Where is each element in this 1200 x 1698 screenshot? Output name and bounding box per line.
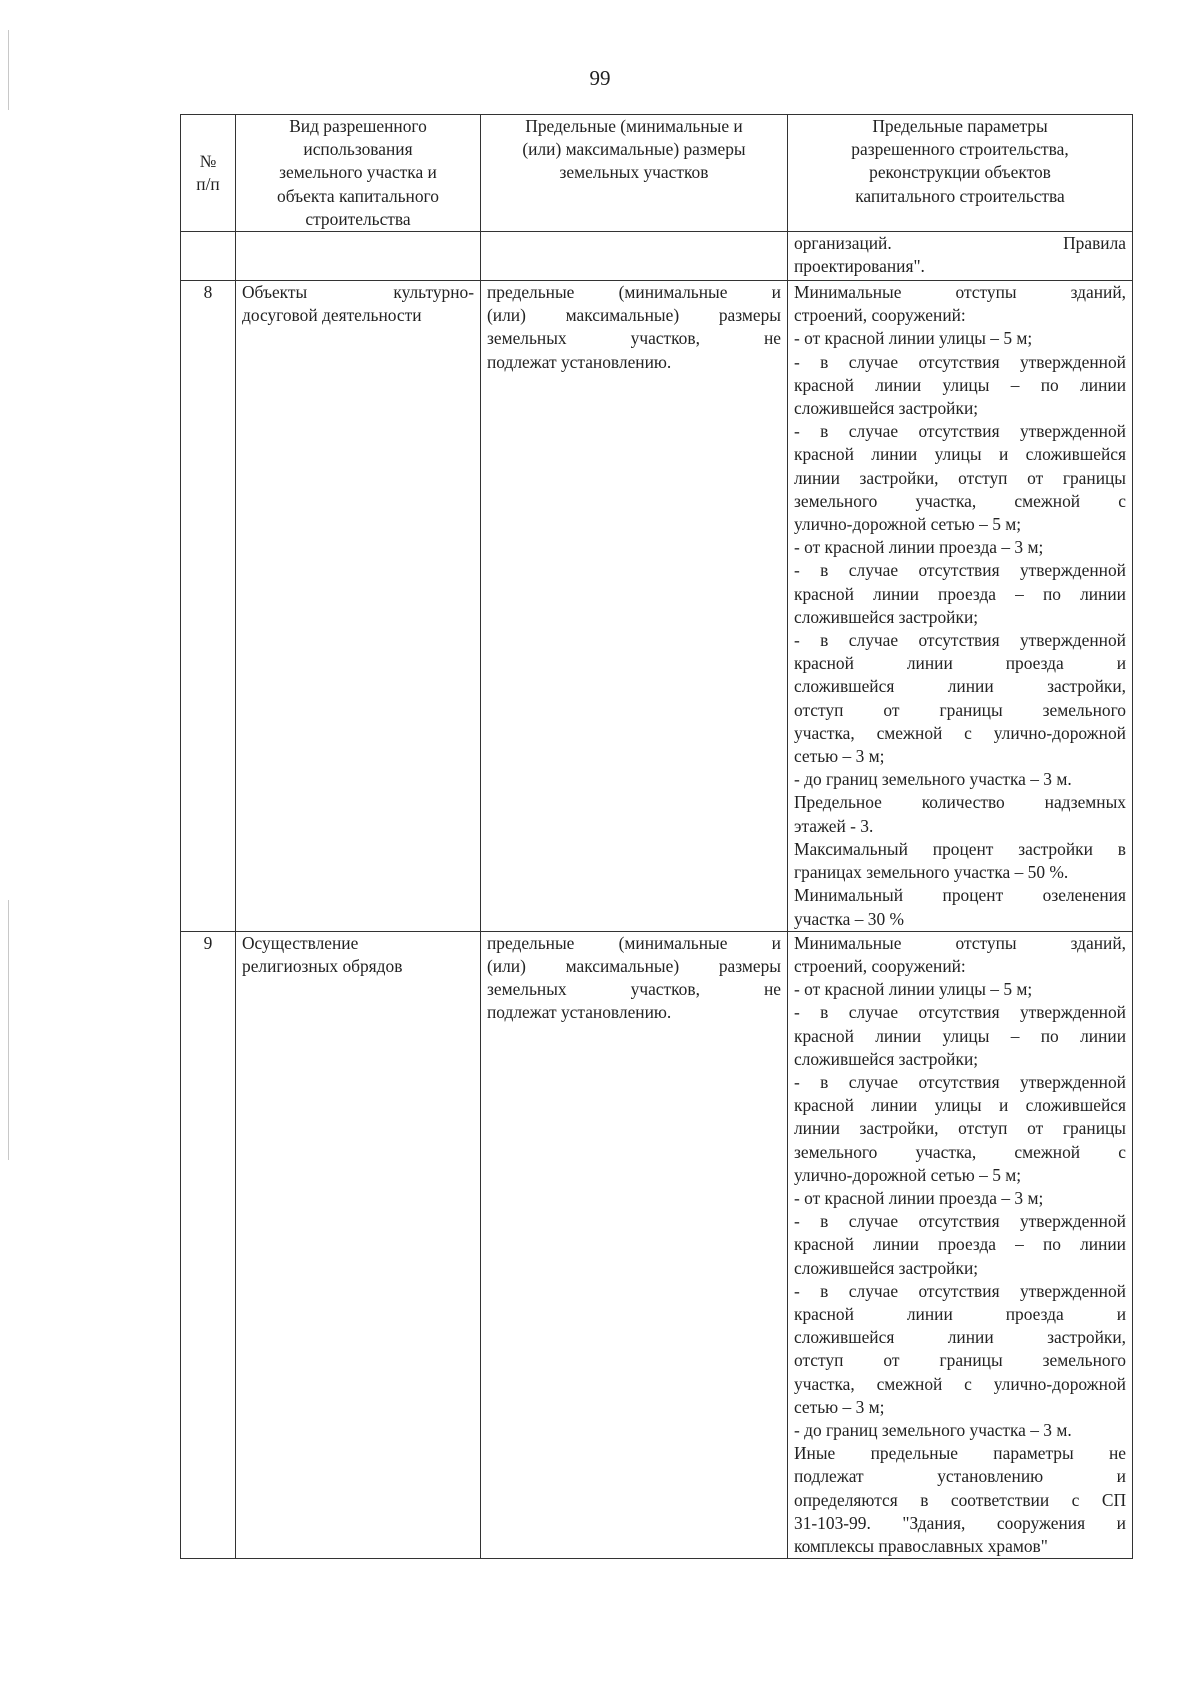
cell-text-line: сетью – 3 м; — [794, 746, 885, 767]
cell-text-line: красной линии проезда и — [794, 1303, 1126, 1324]
cell-text-line: - в случае отсутствия утвержденной — [794, 1002, 1126, 1023]
cell-text-line: комплексы православных храмов" — [794, 1535, 1048, 1556]
cell-text-line: Иные предельные параметры не — [794, 1443, 1126, 1464]
cell-text-line: - в случае отсутствия утвержденной — [794, 630, 1126, 651]
cell-number: 8 — [181, 281, 236, 932]
cell-text-line: красной линии улицы – по линии — [794, 374, 1126, 395]
cell-number — [181, 232, 236, 281]
cell-text-line: красной линии улицы и сложившейся — [794, 444, 1126, 465]
cell-text-line: красной линии проезда – по линии — [794, 1234, 1126, 1255]
cell-permitted-use — [236, 281, 481, 932]
cell-text-line: Минимальные отступы зданий, — [794, 282, 1126, 303]
cell-text-line: красной линии улицы – по линии — [794, 1025, 1126, 1046]
cell-text-line: предельные (минимальные и — [487, 282, 781, 303]
cell-text-line: - в случае отсутствия утвержденной — [794, 1280, 1126, 1301]
cell-text-line: - в случае отсутствия утвержденной — [794, 560, 1126, 581]
cell-text-line: - от красной линии проезда – 3 м; — [794, 537, 1044, 558]
cell-text-line: участка – 30 % — [794, 908, 904, 929]
cell-construction-parameters — [788, 931, 1133, 1558]
cell-text-line: сложившейся застройки; — [794, 1257, 979, 1278]
cell-text-line: Объекты культурно- — [242, 282, 474, 303]
cell-text-line: земельных участков, не — [487, 328, 781, 349]
cell-construction-parameters: организаций. Правила проектирования". — [788, 232, 1133, 281]
cell-text-line: Минимальный процент озеленения — [794, 885, 1126, 906]
cell-text-line: Предельное количество надземных — [794, 792, 1126, 813]
cell-text-line: предельные (минимальные и — [487, 932, 781, 953]
cell-text-line: отступ от границы земельного — [794, 1350, 1126, 1371]
cell-text-line: - от красной линии улицы – 5 м; — [794, 328, 1033, 349]
cell-text-line: - в случае отсутствия утвержденной — [794, 1071, 1126, 1092]
header-plot-sizes: Предельные (минимальные и (или) максимальные) размеры земельных участков — [481, 115, 788, 232]
cell-text-line: отступ от границы земельного — [794, 699, 1126, 720]
cell-text-line: религиозных обрядов — [242, 955, 403, 976]
cell-text-line: линии застройки, отступ от границы — [794, 1118, 1126, 1139]
cell-text-line: земельного участка, смежной с — [794, 490, 1126, 511]
cell-text-line: (или) максимальные) размеры — [487, 955, 781, 976]
cell-text-line: подлежат установлению и — [794, 1466, 1126, 1487]
cell-text-line: сложившейся застройки; — [794, 606, 979, 627]
cell-text-line: линии застройки, отступ от границы — [794, 467, 1126, 488]
cell-text-line: улично-дорожной сетью – 5 м; — [794, 1164, 1022, 1185]
cell-text-line: сетью – 3 м; — [794, 1396, 885, 1417]
cell-plot-sizes — [481, 931, 788, 1558]
cell-text-line: строений, сооружений: — [794, 305, 966, 326]
cell-text-line: красной линии проезда – по линии — [794, 583, 1126, 604]
cell-text-line: - в случае отсутствия утвержденной — [794, 1211, 1126, 1232]
cell-plot-sizes — [481, 232, 788, 281]
cell-text-line: участка, смежной с улично-дорожной — [794, 722, 1126, 743]
cell-text-line: - от красной линии проезда – 3 м; — [794, 1187, 1044, 1208]
land-use-regulations-table — [180, 114, 1133, 1559]
scan-edge-mark — [8, 900, 9, 1160]
page-number: 99 — [589, 66, 611, 90]
header-number: № п/п — [181, 115, 236, 232]
cell-permitted-use — [236, 232, 481, 281]
cell-text-line: сложившейся застройки; — [794, 398, 979, 419]
cell-text-line: - в случае отсутствия утвержденной — [794, 421, 1126, 442]
cell-text-line: земельных участков, не — [487, 979, 781, 1000]
cell-text-line: участка, смежной с улично-дорожной — [794, 1373, 1126, 1394]
cell-text-line: Минимальные отступы зданий, — [794, 932, 1126, 953]
cell-text-line: Осуществление — [242, 932, 359, 953]
cell-text-line: подлежат установлению. — [487, 1002, 672, 1023]
table-row — [181, 931, 1133, 1558]
scan-edge-mark — [8, 30, 9, 110]
cell-plot-sizes — [481, 281, 788, 932]
cell-text-line: красной линии улицы и сложившейся — [794, 1095, 1126, 1116]
cell-text-line: границах земельного участка – 50 %. — [794, 862, 1069, 883]
table-row-continuation — [181, 232, 1133, 281]
cell-text-line: подлежат установлению. — [487, 351, 672, 372]
cell-text-line: строений, сооружений: — [794, 955, 966, 976]
cell-text-line: Максимальный процент застройки в — [794, 838, 1126, 859]
cell-text-line: улично-дорожной сетью – 5 м; — [794, 514, 1022, 535]
header-construction-parameters: Предельные параметры разрешенного строительства, реконструкции объектов капитального строительства — [788, 115, 1133, 232]
cell-permitted-use — [236, 931, 481, 1558]
header-permitted-use: Вид разрешенного использования земельного участка и объекта капитального строительства — [236, 115, 481, 232]
cell-text-line: - в случае отсутствия утвержденной — [794, 351, 1126, 372]
table-header-row — [181, 115, 1133, 232]
cell-text-line: определяются в соответствии с СП — [794, 1489, 1126, 1510]
cell-construction-parameters — [788, 281, 1133, 932]
cell-text-line: - до границ земельного участка – 3 м. — [794, 769, 1072, 790]
cell-text-line: 31-103-99. "Здания, сооружения и — [794, 1512, 1126, 1533]
cell-text-line: - от красной линии улицы – 5 м; — [794, 979, 1033, 1000]
cell-text-line: сложившейся линии застройки, — [794, 1327, 1126, 1348]
cell-text-line: этажей - 3. — [794, 815, 874, 836]
cell-text-line: досуговой деятельности — [242, 305, 422, 326]
cell-text-line: сложившейся застройки; — [794, 1048, 979, 1069]
cell-text-line: сложившейся линии застройки, — [794, 676, 1126, 697]
cell-text-line: земельного участка, смежной с — [794, 1141, 1126, 1162]
cell-text-line: - до границ земельного участка – 3 м. — [794, 1419, 1072, 1440]
cell-number: 9 — [181, 931, 236, 1558]
cell-text-line: (или) максимальные) размеры — [487, 305, 781, 326]
cell-text-line: красной линии проезда и — [794, 653, 1126, 674]
table-row — [181, 281, 1133, 932]
